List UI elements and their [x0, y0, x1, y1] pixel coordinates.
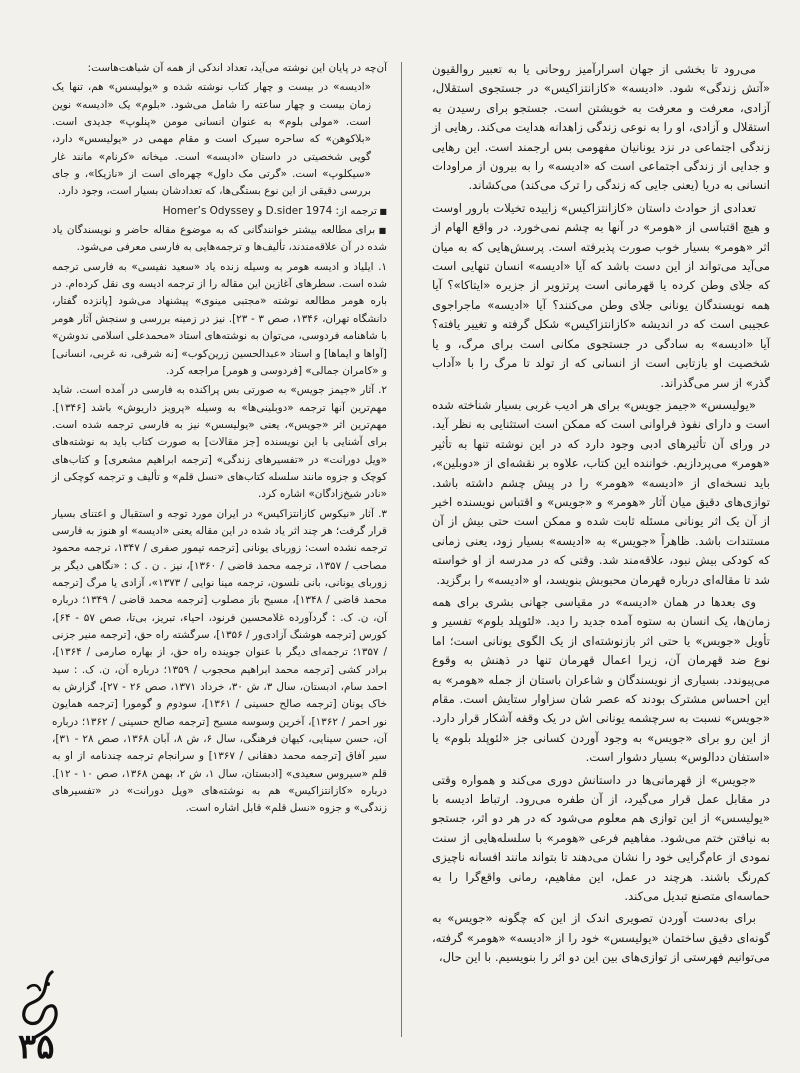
article-paragraph: «یولیسس» «جیمز جویس» برای هر ادیب غربی بسیار شناخته شده است و دارای نفوذ فراوانی است که ممکن است استثنایی به نظر آید. در ورای آن تأثیرهای ادبی وجود دارد که در این نوشته تنها به تأثیر «هومر» می‌پردازیم. خواننده این کتاب، علاوه بر نقشه‌ای از «دوبلین»، باید نسخه‌ای از «ادیسه» «هومر» را در پیش چشم داشته باشد. توازی‌های دقیق میان آثار «هومر» و «جویس» و اقتباس نویسنده اخیر از آن یک اثر یونانی مسئله ثابت شده و ممکن است حتی بیش از آن مستندات باشد. ظاهراً «جویس» به «ادیسه» بسیار زود، یعنی زمانی که کودکی بیش نبود، علاقه‌مند شد. وقتی که در مدرسه از او خواسته شد تا مقاله‌ای درباره قهرمان محبوبش بنویسد، او «ادیسه» را برگزید.	[432, 397, 770, 587]
footnote-1: ۱. ایلیاد و ادیسه هومر به وسیله زنده یاد «سعید نفیسی» به فارسی ترجمه شده است. سطرهای آغازین این مقاله را از ترجمه ادیسه وی نقل کرده‌ام. در باره هومر مطالعه نوشته «مجتبی مینوی» پیشنهاد می‌شود [پانزده گفتار، دانشگاه تهران، ۱۳۴۶، صص ۳ - ۲۳]. نیز در زمینه بررسی و سنجش آثار هومر با شاهنامه فردوسی، می‌توان به نوشته‌های استاد «محمدعلی اسلامی ندوشن» [آواها و ایماها] و استاد «عبدالحسین زرین‌کوب» [نه شرقی، نه غربی، انسانی] و «کامران جمالی» [فردوسی و هومر] مراجعه کرد.	[52, 260, 388, 377]
page-number: ۳۵	[18, 1027, 55, 1067]
article-paragraph: تعدادی از حوادث داستان «کازانتزاکیس» زاییده تخیلات بارور اوست و هیچ اقتباسی از «هومر» در آنها به چشم نمی‌خورد. در واقع الهام از اثر «هومر» بسیار خوب صورت پذیرفته است. پرسش‌هایی که به میان می‌آید می‌تواند از این دست باشد که آیا «ادیسه» انسان تنهایی است که جلای وطن کرده یا قهرمانی است پرتزویر از جزیره «ایتاکا»؟ آیا همه نویسندگان یونانی جلای وطن می‌کنند؟ آیا «ادیسه» ماجراجوی عجیبی است که در اندیشه «کازانتزاکیس» شکل گرفته و تغییر یافته؟ آیا «ادیسه» به سادگی در جستجوی مکانی است برای مرگ، و یا شخصیت او بازتابی است از انسانی که از تولد تا مرگ را با «آداب گذر» از سر می‌گذراند.	[432, 200, 770, 390]
footnote-3: ۳. آثار «نیکوس کازانتزاکیس» در ایران مورد توجه و استقبال و اعتنای بسیار قرار گرفت؛ هر چند اثر یاد شده در این مقاله یعنی «ادیسه» او هنوز به فارسی ترجمه نشده است: زوربای یونانی [ترجمه تیمور صفری / ۱۳۴۷، ترجمه محمود مصاحب / ۱۳۵۷، ترجمه محمد قاضی / ۱۳۶۰]، نیز . ن . ک : «نگاهی دیگر بر زوربای یونانی، بانی نلسون، ترجمه مینا نوایی / ۱۳۷۳»، آزادی یا مرگ [ترجمه محمد قاضی / ۱۳۴۸]، مسیح باز مصلوب [ترجمه محمد قاضی / ۱۳۴۹؛ درباره آن، ن. ک. : گردآورده غلامحسین فرنود، احیاء، تبریز، بی‌تا، صص ۵۷ - ۶۴]، کورس [ترجمه هوشنگ آزادی‌ور / ۱۳۵۶]، سرگشته راه حق، [ترجمه منیر جزنی / ۱۳۵۷؛ ترجمه‌ای دیگر با عنوان جوینده راه حق، از بهاره صارمی / ۱۳۶۴]، برادر کشی [ترجمه محمد ابراهیم محجوب / ۱۳۵۹؛ درباره آن، ن. ک. : سید احمد سام، ادبستان، سال ۳، ش ۳۰، خرداد ۱۳۷۱، صص ۲۶ - ۲۷]، گزارش به خاک یونان [ترجمه صالح حسینی / ۱۳۶۱]، سودوم و گومورا [ترجمه همایون نور احمر / ۱۳۶۲]، آخرین وسوسه مسیح [ترجمه صالح حسینی / ۱۳۶۲؛ درباره آن، حسن سینایی، کیهان فرهنگی، سال ۶، ش ۸، آبان ۱۳۶۸، صص ۲۸ - ۳۱]، سیر آفاق [ترجمه محمد دهقانی / ۱۳۶۷] و سرانجام ترجمه چندنامه از او به قلم «سیروس سعیدی» [ادبستان، سال ۱، ش ۲، بهمن ۱۳۶۸، صص ۱۰ - ۱۲]. درباره «کازانتزاکیس» هم به نوشته‌های «ویل دورانت» در «تفسیرهای زندگی» و جزوه «نسل قلم» قابل اشاره است.	[52, 507, 387, 815]
quote-block: «ادیسه» در بیست و چهار کتاب نوشته شده و «یولیسس» هم، تنها یک زمان بیست و چهار ساعته را شامل می‌شود. «بلوم» یک «ادیسه» نوین است. «مولی بلوم» به عنوان انسانی مومن «پنلوپ» جدیدی است. «بلاکوهن» که ساحره سیرک است و مقام مهمی در «یولیسس» دارد، گویی شخصیتی در داستان «ادیسه» است. میخانه «کرنام» مانند غار «سیکلوپ» است. «گرتی مک داول» چهره‌ای است از «نازیکا»، و جای بررسی دقیقی از این نوع بستگی‌ها، که تعدادشان بسیار است، وجود دارد.	[52, 81, 371, 198]
article-paragraph: می‌رود تا بخشی از جهان اسرارآمیز روحانی یا به تعبیر روالقیون «آتش زندگی» شود. «ادیسه» «کازانتزاکیس» در جستجوی استقلال، آزادی، معرفت و معرفت به خویشتن است. جستجو برای رسیدن به استقلال و آزادی، او را به نوعی زندگی زاهدانه هدایت می‌کند. رهایی از زندگی اجتماعی در نزد یونانیان مفهومی بس ارجمند است. این رهایی و جدایی از زندگی اجتماعی است که «ادیسه» را به بیرون از مراودات انسانی به دریا (یعنی جایی که زندگی را ترک می‌کند) می‌کشاند.	[432, 62, 770, 193]
article-paragraph: «جویس» از قهرمانی‌ها در داستانش دوری می‌کند و همواره وقتی در مقابل عمل قرار می‌گیرد، از آن طفره می‌رود. ارتباط ادیسه با «یولیسس» از این توازی هم معلوم می‌شود که در هر دو اثر، جستجو به نیافتن ختم می‌شود. مفاهیم فرعی «هومر» با سلسله‌هایی از سنت نمودی از عام‌گرایی خود را نشان می‌دهند تا بتواند مانند افسانه ناچیزی کم‌رنگ باشند. هرچند در عمل، این مفاهیم، رمانی واقع‌گرا را به حماسه‌ای متصنع تبدیل می‌کند.	[432, 772, 770, 904]
main-article-column	[432, 60, 770, 971]
intro-paragraph: آن‌چه در پایان این نوشته می‌آید، تعداد اندکی از همه آن شباهت‌هاست:	[87, 62, 387, 74]
editor-note: ■ برای مطالعه بیشتر خوانندگانی که به موضوع مقاله حاضر و نویسندگان یاد شده در آن علاقه‌مندند، تألیف‌ها و ترجمه‌هایی به فارسی معرفی می‌شود.	[52, 222, 387, 257]
footnote-2: ۲. آثار «جیمز جویس» به صورتی بس پراکنده به فارسی در آمده است. شاید مهم‌ترین آنها ترجمه «دوبلینی‌ها» به وسیله «پرویز داریوش» باشد [۱۳۴۶]. مهم‌ترین اثر «جویس»، یعنی «یولیسس» نیز به فارسی ترجمه شده است. برای آشنایی با این نویسنده [جز مقالات] به صورت کتاب باید به نوشته‌های «ویل دورانت» در «تفسیرهای زندگی» [ترجمه ابراهیم مشعری] و کتاب‌های کوچک و جزوه مانند سلسله کتاب‌های «نسل قلم» و تألیف و ترجمه کوچکی از «نادر شیخ‌زادگان» اشاره کرد.	[52, 384, 387, 501]
column-divider	[401, 62, 402, 1037]
article-paragraph: برای به‌دست آوردن تصویری اندک از این که چگونه «جویس» به گونه‌ای دقیق ساختمان «یولیسس» خود را از «ادیسه» «هومر» گرفته، می‌توانیم فهرستی از توازی‌های بین این دو اثر را بنویسیم. با این حال،	[432, 911, 770, 965]
translation-credit: ■ ترجمه از: 1974 D.sider و Homer’s Odyssey	[52, 203, 387, 220]
notes-column	[52, 60, 387, 820]
article-paragraph: وی بعدها در همان «ادیسه» در مقیاسی جهانی بشری برای همه زمان‌ها، یک انسان به ستوه آمده جدید را دید. «لئوپلد بلوم» تفسیر و تأویل «جویس» یا حتی اثر بازنوشته‌ای از یک الگوی یونانی است؛ اما نوع ضد قهرمان آن، زیرا اعمال قهرمان تنها در ذهنش به وقوع می‌پیوندد. بسیاری از نویسندگان و شاعران باستان از جمله «هومر» به این احساس مشترک بودند که عصر شان سزاوار ستایش است. مقام «جویس» نسبت به سرچشمه یونانی اش در یک وقفه آشکار قرار دارد. از این رو برای «جویس» به وجود آوردن کسانی جز «لئوپلد بلوم» یا «استفان ددالوس» بسیار دشوار است.	[432, 594, 770, 765]
